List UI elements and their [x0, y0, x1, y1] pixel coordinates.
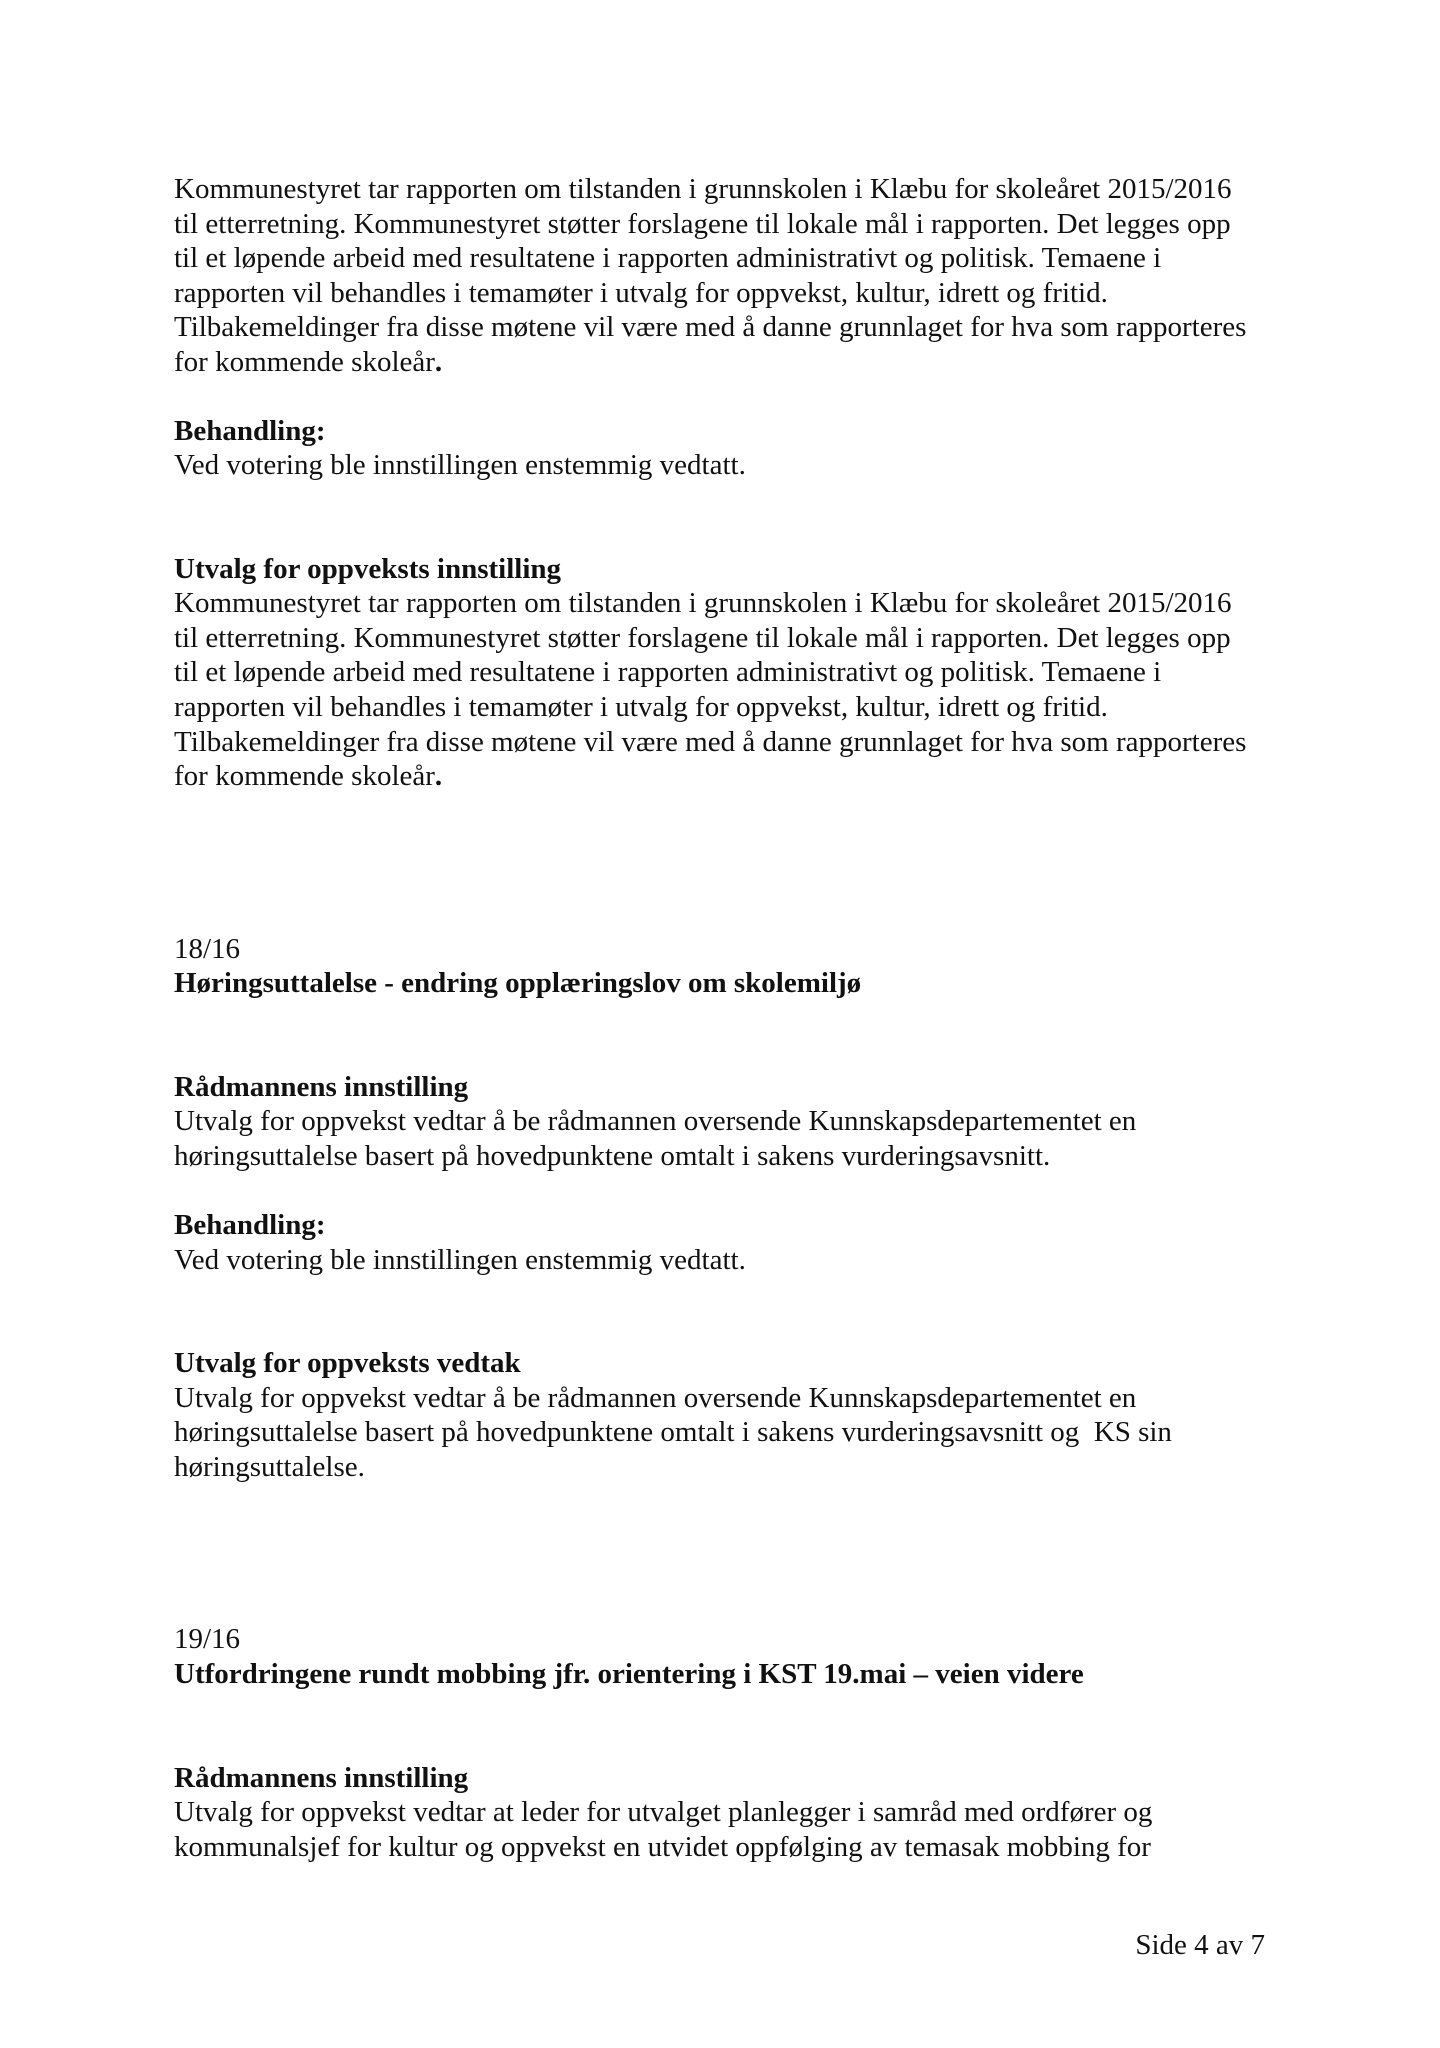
- paragraph-line: [174, 759, 1266, 794]
- case-title: Utfordringene rundt mobbing jfr. orientering i KST 19.mai – veien videre: [174, 1657, 1084, 1690]
- paragraph-line: rapporten vil behandles i temamøter i utvalg for oppvekst, kultur, idrett og fritid.: [174, 276, 1108, 309]
- paragraph-line-text: for kommende skoleår: [174, 760, 435, 793]
- committee-recommendation-section: [174, 552, 1266, 794]
- behandling-label: Behandling:: [174, 414, 326, 447]
- paragraph-line-bold-end: .: [434, 760, 443, 793]
- behandling-label: Behandling:: [174, 1209, 326, 1241]
- paragraph-line: høringsuttalelse basert på hovedpunktene omtalt i sakens vurderingsavsnitt og KS sin: [174, 1416, 1172, 1449]
- chief-executive-recommendation-section: [174, 1761, 1266, 1865]
- committee-decision-section: [174, 1346, 1266, 1484]
- committee-recommendation-heading: Utvalg for oppveksts innstilling: [174, 552, 562, 585]
- paragraph-line: rapporten vil behandles i temamøter i utvalg for oppvekst, kultur, idrett og fritid.: [174, 690, 1108, 723]
- paragraph-line: Kommunestyret tar rapporten om tilstanden i grunnskolen i Klæbu for skoleåret 2015/2016: [174, 173, 1232, 205]
- paragraph-line: Tilbakemeldinger fra disse møtene vil være med å danne grunnlaget for hva som rapporteres: [174, 311, 1247, 344]
- chief-executive-recommendation-section: [174, 1070, 1266, 1174]
- paragraph-line-bold-end: .: [434, 345, 443, 378]
- paragraph-line: høringsuttalelse basert på hovedpunktene omtalt i sakens vurderingsavsnitt.: [174, 1139, 1051, 1172]
- paragraph-line: til etterretning. Kommunestyret støtter forslagene til lokale mål i rapporten. Det legges opp: [174, 207, 1231, 240]
- behandling-text: Ved votering ble innstillingen enstemmig vedtatt.: [174, 449, 746, 482]
- paragraph-line: til et løpende arbeid med resultatene i rapporten administrativt og politisk. Temaene i: [174, 242, 1162, 275]
- chief-executive-recommendation-heading: Rådmannens innstilling: [174, 1070, 469, 1103]
- committee-decision-heading: Utvalg for oppveksts vedtak: [174, 1347, 521, 1380]
- case-header: [174, 932, 1266, 1001]
- intro-paragraph: [174, 172, 1266, 379]
- case-number: 19/16: [174, 1623, 241, 1656]
- paragraph-line: Utvalg for oppvekst vedtar å be rådmannen oversende Kunnskapsdepartementet en: [174, 1105, 1137, 1138]
- behandling-section: [174, 1208, 1266, 1277]
- behandling-text: Ved votering ble innstillingen enstemmig vedtatt.: [174, 1243, 746, 1276]
- case-item: [174, 1622, 1266, 1864]
- paragraph-line: til et løpende arbeid med resultatene i rapporten administrativt og politisk. Temaene i: [174, 656, 1162, 689]
- behandling-section: [174, 414, 1266, 483]
- case-item: [174, 932, 1266, 1485]
- paragraph-line: Kommunestyret tar rapporten om tilstanden i grunnskolen i Klæbu for skoleåret 2015/2016: [174, 587, 1232, 620]
- paragraph-line-text: for kommende skoleår: [174, 345, 435, 378]
- paragraph-line: Utvalg for oppvekst vedtar at leder for utvalget planlegger i samråd med ordfører og: [174, 1796, 1153, 1829]
- paragraph-line: [174, 345, 1266, 380]
- case-number: 18/16: [174, 932, 241, 965]
- paragraph-line: høringsuttalelse.: [174, 1450, 365, 1483]
- case-header: [174, 1622, 1266, 1691]
- paragraph-line: til etterretning. Kommunestyret støtter forslagene til lokale mål i rapporten. Det legges opp: [174, 621, 1231, 654]
- paragraph-line: Tilbakemeldinger fra disse møtene vil være med å danne grunnlaget for hva som rapporteres: [174, 725, 1247, 758]
- page-number: Side 4 av 7: [1135, 1929, 1265, 1961]
- paragraph-line: kommunalsjef for kultur og oppvekst en utvidet oppfølging av temasak mobbing for: [174, 1830, 1151, 1863]
- case-title: Høringsuttalelse - endring opplæringslov om skolemiljø: [174, 967, 862, 1000]
- paragraph-line: Utvalg for oppvekst vedtar å be rådmannen oversende Kunnskapsdepartementet en: [174, 1381, 1137, 1414]
- document-body: [174, 172, 1266, 1864]
- chief-executive-recommendation-heading: Rådmannens innstilling: [174, 1761, 469, 1794]
